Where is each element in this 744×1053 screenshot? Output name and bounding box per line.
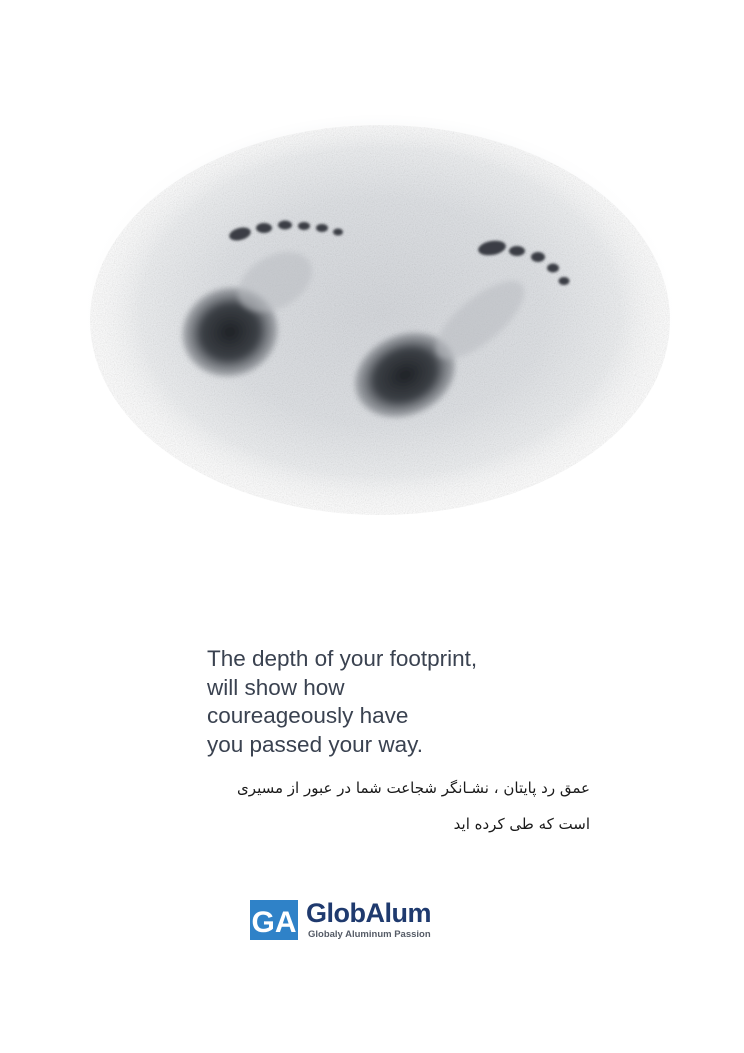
persian-quote-line-2: است که طی کرده اید	[453, 815, 590, 833]
english-quote	[207, 645, 607, 759]
brand-tagline: Globaly Aluminum Passion	[308, 929, 431, 940]
english-quote-line-4: you passed your way.	[207, 731, 423, 757]
persian-quote-line-1: عمق رد پایتان ، نشـانگر شجاعت شما در عبور از مسیری	[237, 779, 590, 797]
english-quote-line-1: The depth of your footprint,	[207, 646, 478, 671]
persian-quote	[150, 770, 590, 842]
brand-name: GlobAlum	[306, 898, 431, 928]
globalum-logo	[250, 896, 470, 946]
footprints-in-sand-image	[60, 110, 700, 540]
ga-logo-icon	[250, 896, 300, 942]
logo-mark-text: GA	[251, 906, 297, 939]
english-quote-line-2: will show how	[207, 674, 345, 700]
english-quote-line-3: coureageously have	[207, 703, 409, 728]
